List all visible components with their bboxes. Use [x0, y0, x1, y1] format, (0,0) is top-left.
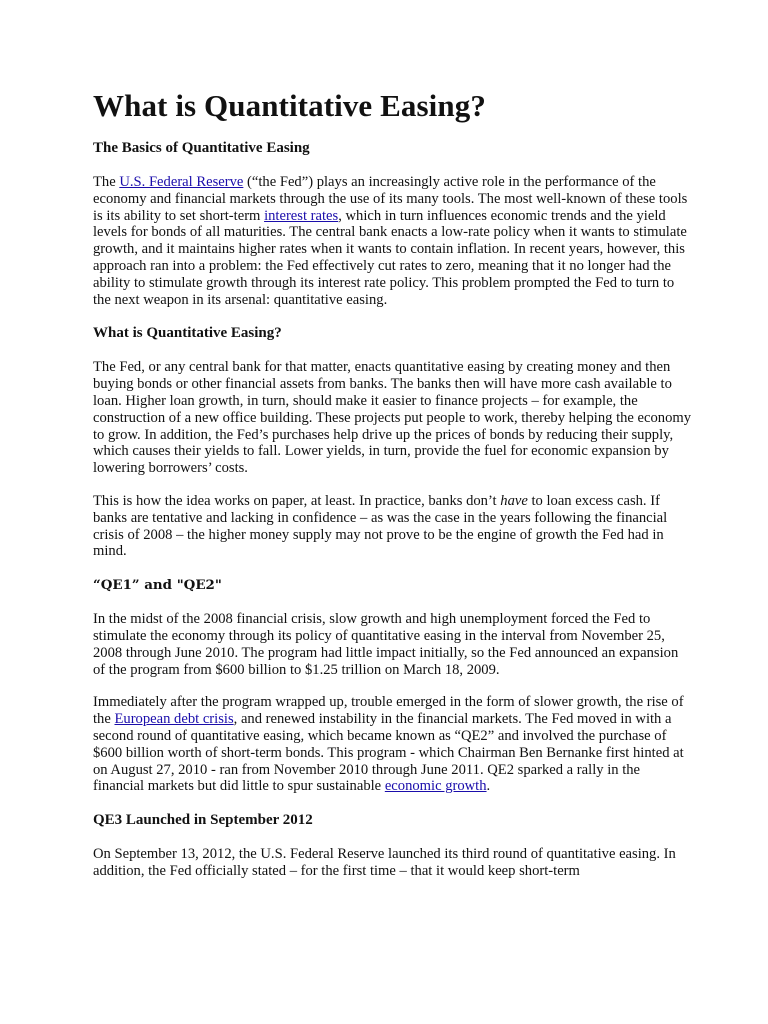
paragraph-basics: The U.S. Federal Reserve (“the Fed”) plays an increasingly active role in the performance of the economy and financial markets through the use of its many tools. The most well-known of these tools is its ability to set short-term interest rates, which in turn influences economic trends and the yield levels for bonds of all maturities. The central bank enacts a low-rate policy when it wants to stimulate growth, and it maintains higher rates when it wants to contain inflation. In recent years, however, this approach ran into a problem: the Fed effectively cut rates to zero, meaning that it no longer had the ability to stimulate growth through its interest rate policy. This problem prompted the Fed to turn to the next weapon in its arsenal: quantitative easing. [93, 174, 688, 308]
section-heading-what-is: What is Quantitative Easing? [93, 325, 282, 342]
section-heading-qe1-qe2: “QE1” and "QE2" [93, 577, 222, 594]
paragraph-qe3: On September 13, 2012, the U.S. Federal Reserve launched its third round of quantitative easing. In addition, the Fed officially stated – for the first time – that it would keep short-term [93, 846, 676, 879]
paragraph-what-is-2: This is how the idea works on paper, at least. In practice, banks don’t have to loan excess cash. If banks are tentative and lacking in confidence – as was the case in the years following the financial crisis of 2008 – the higher money supply may not prove to be the engine of growth the Fed had in mind. [93, 492, 668, 560]
paragraph-qe1: In the midst of the 2008 financial crisis, slow growth and high unemployment forced the Fed to stimulate the economy through its policy of quantitative easing in the interval from November 25, 2008 through June 2010. The program had little impact initially, so the Fed announced an expansion of the program from $600 billion to $1.25 trillion on March 18, 2009. [93, 611, 679, 678]
link-economic-growth[interactable]: economic growth [384, 778, 487, 795]
link-interest-rates[interactable]: interest rates [264, 207, 339, 224]
paragraph-qe2: Immediately after the program wrapped up, trouble emerged in the form of slower growth, the rise of the European debt crisis, and renewed instability in the financial markets. The Fed moved in with a second round of quantitative easing, which became known as “QE2” and involved the purchase of $600 billion worth of short-term bonds. This program - which Chairman Ben Bernanke first hinted at on August 27, 2010 - ran from November 2010 through June 2011. QE2 sparked a rally in the financial markets but did little to spur sustainable economic growth. [93, 694, 684, 795]
section-heading-qe3: QE3 Launched in September 2012 [93, 812, 313, 829]
document-page [93, 86, 693, 880]
page-title: What is Quantitative Easing? [93, 88, 486, 123]
paragraph-what-is-1: The Fed, or any central bank for that matter, enacts quantitative easing by creating money and then buying bonds or other financial assets from banks. The banks then will have more cash available to loan. Higher loan growth, in turn, should make it easier to finance projects – for example, the construction of a new office building. These projects put people to work, thereby helping the economy to grow. In addition, the Fed’s purchases help drive up the prices of bonds by reducing their supply, which causes their yields to fall. Lower yields, in turn, provide the fuel for economic expansion by lowering borrowers’ costs. [93, 359, 692, 477]
link-european-debt-crisis[interactable]: European debt crisis [114, 711, 234, 728]
section-heading-basics: The Basics of Quantitative Easing [93, 140, 310, 156]
link-federal-reserve[interactable]: U.S. Federal Reserve [119, 174, 244, 190]
